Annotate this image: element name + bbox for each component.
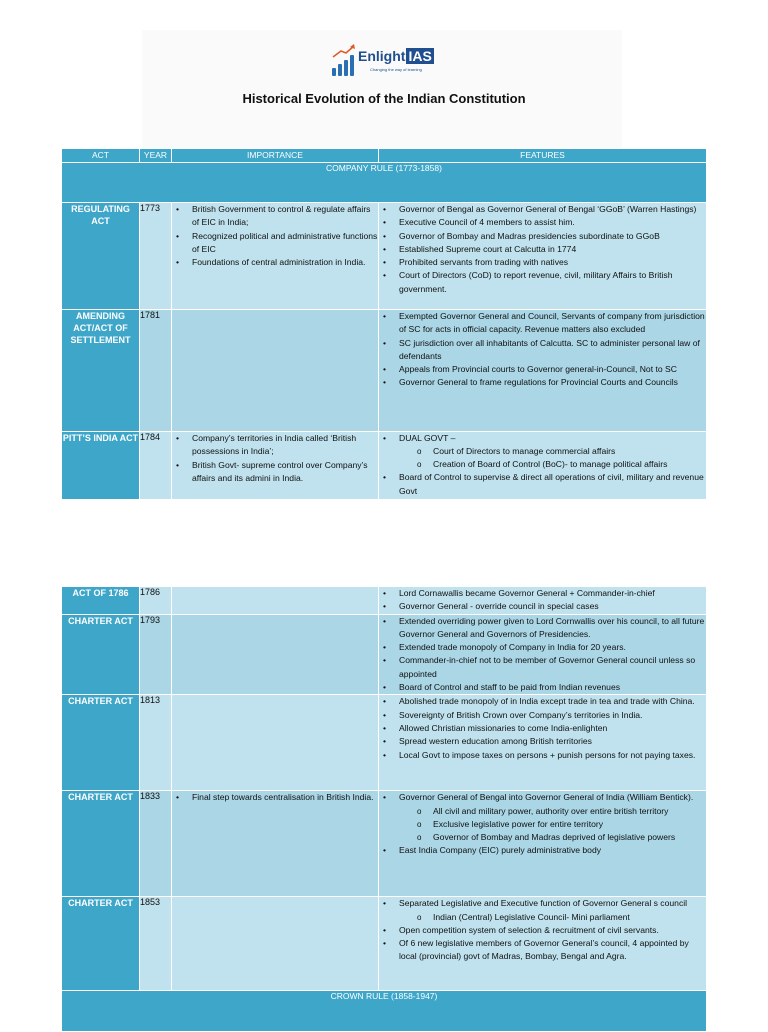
importance-cell [172, 203, 379, 310]
importance-cell [172, 897, 379, 991]
feature-item [399, 615, 706, 642]
feature-item [399, 230, 706, 243]
features-cell [379, 791, 707, 897]
feature-item [399, 310, 706, 337]
feature-item [399, 432, 706, 471]
feature-item [399, 654, 706, 681]
features-list [379, 203, 706, 296]
feature-text: Prohibited servants from trading with natives [399, 257, 569, 268]
company-rule-band-row [62, 163, 707, 203]
importance-item: • British Govt- supreme control over Company’s affairs and its admini in India. [192, 459, 378, 486]
feature-text: Exempted Governor General and Council, Servants of company from jurisdiction of SC for acts in official capacity. Revenue matters also excluded [399, 311, 705, 335]
feature-text: Governor General - override council in special cases [399, 601, 599, 612]
importance-item: • Company’s territories in India called ‘British possessions in India’; [192, 432, 378, 459]
feature-item [399, 243, 706, 256]
importance-cell [172, 310, 379, 432]
feature-item [399, 376, 706, 389]
feature-subitem: o All civil and military power, authority over entire british territory [433, 805, 706, 818]
crown-rule-band-row [62, 991, 707, 1032]
feature-sublist [399, 445, 706, 471]
header-importance: IMPORTANCE [172, 149, 379, 163]
table-row [62, 791, 707, 897]
year-cell: 1781 [140, 310, 172, 432]
importance-item: • Final step towards centralisation in British India. [192, 791, 378, 804]
feature-item [399, 844, 706, 857]
table-row [62, 587, 707, 615]
feature-text: Governor of Bombay and Madras presidencies subordinate to GGoB [399, 230, 660, 241]
feature-text: Governor General to frame regulations for Provincial Courts and Councils [399, 377, 678, 388]
feature-subitem: o Court of Directors to manage commercial affairs [433, 445, 706, 458]
act-name-cell: REGULATING ACT [62, 203, 140, 310]
feature-text: Governor of Bengal as Governor General of Bengal ‘GGoB’ (Warren Hastings) [399, 204, 697, 214]
act-name-cell: CHARTER ACT [62, 614, 140, 695]
act-name-cell: ACT OF 1786 [62, 587, 140, 615]
feature-text: Extended trade monopoly of Company in India for 20 years. [399, 642, 626, 653]
document-title: Historical Evolution of the Indian Constitution [242, 91, 526, 106]
feature-item [399, 203, 706, 216]
company-rule-band: COMPANY RULE (1773-1858) [62, 163, 707, 203]
arrow-icon [332, 44, 356, 58]
importance-item: • Recognized political and administrative functions of EIC [192, 230, 378, 257]
act-name-cell: CHARTER ACT [62, 897, 140, 991]
feature-item [399, 709, 706, 722]
feature-text: Allowed Christian missionaries to come India-enlighten [399, 722, 608, 733]
feature-item [399, 641, 706, 654]
header-features: FEATURES [379, 149, 707, 163]
feature-text: SC jurisdiction over all inhabitants of Calcutta. SC to administer personal law of defendants [399, 337, 700, 361]
importance-cell [172, 432, 379, 500]
feature-sublist [399, 805, 706, 844]
year-cell: 1793 [140, 614, 172, 695]
feature-item [399, 791, 706, 843]
feature-item [399, 600, 706, 613]
header-act: ACT [62, 149, 140, 163]
crown-rule-band: CROWN RULE (1858-1947) [62, 991, 707, 1032]
feature-text: Established Supreme court at Calcutta in 1774 [399, 243, 577, 254]
crown-rule-table [61, 990, 707, 1032]
feature-item [399, 256, 706, 269]
features-cell [379, 587, 707, 615]
feature-text: Abolished trade monopoly of in India except trade in tea and trade with China. [399, 696, 695, 707]
feature-sublist [399, 911, 706, 924]
act-name-cell: CHARTER ACT [62, 791, 140, 897]
brand-tagline: Changing the way of learning [370, 67, 422, 72]
feature-item [399, 937, 706, 964]
importance-item: • British Government to control & regulate affairs of EIC in India; [192, 203, 378, 230]
features-list [379, 310, 706, 390]
features-list [379, 587, 706, 614]
feature-item [399, 681, 706, 694]
features-cell [379, 614, 707, 695]
importance-cell [172, 695, 379, 791]
act-name-cell: CHARTER ACT [62, 695, 140, 791]
feature-text: Extended overriding power given to Lord Cornwallis over his council, to all future Governor General and Governors of Presidencies. [399, 615, 705, 639]
table-row [62, 695, 707, 791]
features-list [379, 791, 706, 857]
year-cell: 1853 [140, 897, 172, 991]
act-name-cell: AMENDING ACT/ACT OF SETTLEMENT [62, 310, 140, 432]
act-name-cell: PITT’S INDIA ACT [62, 432, 140, 500]
table-header-row [62, 149, 707, 163]
year-cell: 1813 [140, 695, 172, 791]
features-list [379, 432, 706, 498]
header-year: YEAR [140, 149, 172, 163]
brand-name: Enlight IAS [358, 48, 432, 64]
table-row [62, 203, 707, 310]
importance-list [172, 791, 378, 804]
feature-item [399, 216, 706, 229]
feature-text: Executive Council of 4 members to assist him. [399, 217, 575, 228]
feature-text: Open competition system of selection & recruitment of civil servants. [399, 924, 659, 935]
table-row [62, 614, 707, 695]
feature-text: DUAL GOVT – [399, 433, 456, 443]
importance-cell [172, 791, 379, 897]
feature-item [399, 695, 706, 708]
features-cell [379, 432, 707, 500]
feature-text: Local Govt to impose taxes on persons + punish persons for not paying taxes. [399, 749, 696, 760]
feature-item [399, 471, 706, 498]
feature-text: Sovereignty of British Crown over Company’s territories in India. [399, 709, 643, 720]
feature-item [399, 363, 706, 376]
year-cell: 1833 [140, 791, 172, 897]
feature-item [399, 924, 706, 937]
features-cell [379, 897, 707, 991]
feature-item [399, 897, 706, 923]
table-row [62, 897, 707, 991]
importance-list [172, 203, 378, 269]
feature-subitem: o Indian (Central) Legislative Council- Mini parliament [433, 911, 706, 924]
feature-text: Governor General of Bengal into Governor General of India (William Bentick). [399, 792, 694, 803]
feature-subitem: o Creation of Board of Control (BoC)- to manage political affairs [433, 458, 706, 471]
table-row [62, 432, 707, 500]
evolution-table-part2 [61, 586, 707, 991]
feature-text: East India Company (EIC) purely administrative body [399, 844, 602, 855]
feature-text: Separated Legislative and Executive function of Governor General s council [399, 898, 688, 909]
importance-item: • Foundations of central administration in India. [192, 256, 378, 269]
feature-text: Spread western education among British territories [399, 736, 592, 747]
features-cell [379, 203, 707, 310]
feature-item [399, 269, 706, 296]
feature-text: Appeals from Provincial courts to Governor general-in-Council, Not to SC [399, 364, 677, 375]
feature-item [399, 749, 706, 762]
importance-cell [172, 587, 379, 615]
feature-text: Commander-in-chief not to be member of Governor General council unless so appointed [399, 655, 696, 679]
year-cell: 1784 [140, 432, 172, 500]
features-list [379, 615, 706, 695]
year-cell: 1773 [140, 203, 172, 310]
feature-item [399, 337, 706, 364]
enlightias-logo [330, 44, 440, 78]
feature-text: Court of Directors (CoD) to report revenue, civil, military Affairs to British government. [399, 270, 673, 294]
feature-item [399, 722, 706, 735]
features-cell [379, 695, 707, 791]
feature-subitem: o Governor of Bombay and Madras deprived of legislative powers [433, 831, 706, 844]
feature-subitem: o Exclusive legislative power for entire territory [433, 818, 706, 831]
evolution-table-part1 [61, 148, 707, 500]
table-row [62, 310, 707, 432]
feature-text: Board of Control and staff to be paid from Indian revenues [399, 682, 621, 693]
year-cell: 1786 [140, 587, 172, 615]
importance-list [172, 432, 378, 485]
features-list [379, 695, 706, 761]
features-cell [379, 310, 707, 432]
feature-text: Board of Control to supervise & direct all operations of civil, military and revenue Govt [399, 472, 704, 496]
importance-cell [172, 614, 379, 695]
feature-item [399, 587, 706, 600]
features-list [379, 897, 706, 963]
feature-text: Lord Cornawallis became Governor General + Commander-in-chief [399, 588, 655, 598]
feature-item [399, 735, 706, 748]
feature-text: Of 6 new legislative members of Governor General’s council, 4 appointed by local (provincial) govt of Madras, Bombay, Bengal and Agra. [399, 937, 689, 962]
